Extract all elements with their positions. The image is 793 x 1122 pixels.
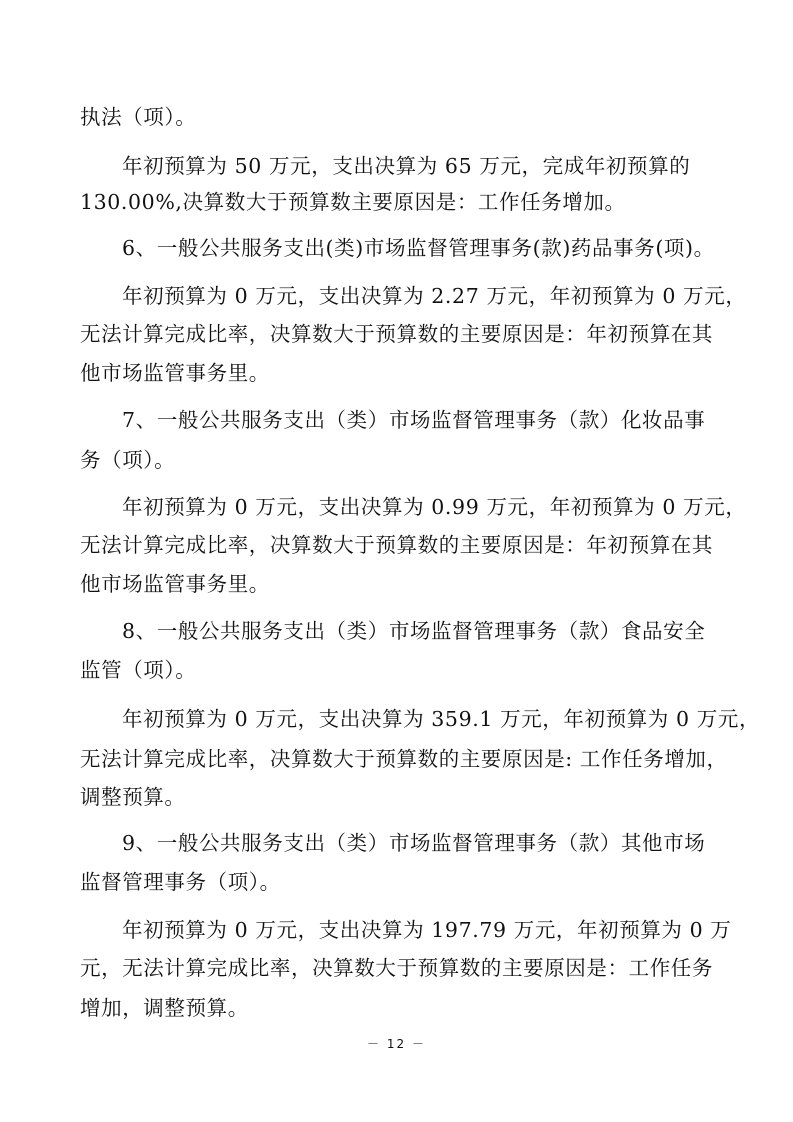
text-line: 监督管理事务（项）。 — [80, 870, 281, 894]
text-line: 年初预算为 0 万元，支出决算为 2.27 万元，年初预算为 0 万元， — [122, 284, 747, 308]
text-line: 他市场监管事务里。 — [80, 572, 270, 596]
text-line: 130.00%,决算数大于预算数主要原因是：工作任务增加。 — [80, 190, 626, 214]
text-line: 监管（项）。 — [80, 658, 197, 682]
text-line: 增加，调整预算。 — [80, 996, 249, 1020]
text-line: 无法计算完成比率，决算数大于预算数的主要原因是: 工作任务增加， — [80, 747, 728, 771]
text-line: 他市场监管事务里。 — [80, 361, 270, 385]
text-line: 无法计算完成比率，决算数大于预算数的主要原因是：年初预算在其 — [80, 533, 713, 557]
text-line: 6、一般公共服务支出(类)市场监督管理事务(款)药品事务(项)。 — [122, 236, 715, 260]
text-line: 年初预算为 0 万元，支出决算为 0.99 万元，年初预算为 0 万元， — [122, 495, 747, 519]
text-line: 8、一般公共服务支出（类）市场监督管理事务（款）食品安全 — [122, 619, 706, 643]
text-line: 年初预算为 0 万元，支出决算为 197.79 万元，年初预算为 0 万 — [122, 918, 732, 942]
text-line: 执法（项）。 — [80, 105, 197, 129]
text-line: 调整预算。 — [80, 785, 186, 809]
text-line: 7、一般公共服务支出（类）市场监督管理事务（款）化妆品事 — [122, 408, 706, 432]
text-line: 9、一般公共服务支出（类）市场监督管理事务（款）其他市场 — [122, 831, 706, 855]
page-number: － 12 － — [367, 1037, 426, 1051]
text-line: 务（项）。 — [80, 448, 176, 472]
text-line: 元，无法计算完成比率，决算数大于预算数的主要原因是：工作任务 — [80, 956, 713, 980]
text-line: 无法计算完成比率，决算数大于预算数的主要原因是：年初预算在其 — [80, 322, 713, 346]
text-line: 年初预算为 0 万元，支出决算为 359.1 万元，年初预算为 0 万元， — [122, 707, 761, 731]
text-line: 年初预算为 50 万元，支出决算为 65 万元，完成年初预算的 — [122, 154, 691, 178]
